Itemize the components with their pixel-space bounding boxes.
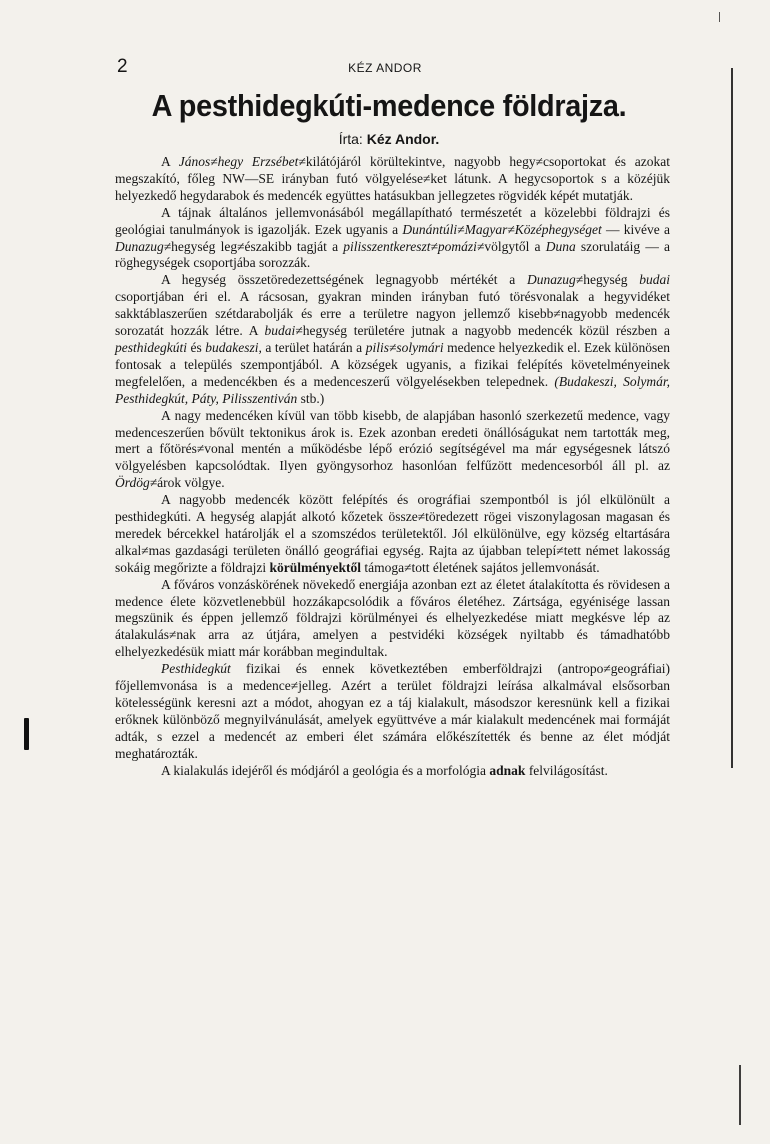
paragraph-3 (115, 272, 670, 407)
article-title: A pesthidegkúti-medence földrajza. (151, 88, 627, 123)
text-run: János≠hegy (178, 154, 244, 169)
paragraph-6 (115, 577, 670, 662)
text-run: a terület határán a (261, 339, 366, 355)
text-run: Erzsébet≠ (251, 154, 306, 169)
text-run: A nagyobb medencék között felépítés és orográfiai szempontból is jól elkülönült a pesthidegkúti. A hegység alapját alkotó kőzetek össze≠töredezett rögei viszonylagosan magasan és meredek bércekkel határolják el a szomszédos területektől. Jól elkülönülve, egy község eltartására alkal≠mas gazdasági területen önálló geográfiai egység. Rajta az újabban telepí≠tett német lakosság sokáig megőrizte a földrajzi (115, 492, 670, 575)
text-run: A nagy medencéken kívül van több kisebb, de alapjában hasonló szerkezetű medence, vagy medenceszerűen bővült tektonikus árok is. Ezek azonban eredeti önállóságukat nem tartották meg, mert a főtörés≠vonal mentén a működésbe lépő erózió segítségével ma már egységesnek látszó völgyelésben kapcsolódtak. Ilyen gyöngysorhoz hasonlóan felfűzött medencesorból áll pl. az (115, 407, 670, 474)
byline (110, 131, 668, 147)
paragraph-5 (115, 492, 670, 577)
text-run: csoportjában éri el. A rácsosan, gyakran minden irányban futó törésvonalak a hegyvidéket sakktáblaszerűen szétdarabolják és erre a területre nagyon jellemző kisebb≠nagyobb medencék sorozatát hozzák létre. A (115, 289, 670, 339)
text-run: völgytől a (484, 238, 546, 254)
text-run: (Budakeszi, Solymár, Pesthidegkút, Páty, Pilisszentiván (115, 373, 671, 406)
text-run: hegység területére jutnak a nagyobb medencék közül részben a (302, 323, 671, 339)
text-run: támoga≠tott életének sajátos jellemvonását. (360, 559, 600, 575)
paragraph-2 (115, 205, 670, 273)
text-run: pilis≠solymári (365, 339, 444, 355)
text-run: szorulatáig — a röghegységek csoportjába sorozzák. (115, 238, 670, 271)
byline-author: Kéz Andor. (366, 131, 440, 147)
text-run: felvilágosítást. (525, 762, 608, 778)
paragraph-7 (115, 661, 670, 762)
text-run: és (186, 339, 206, 355)
text-run: A (161, 154, 179, 169)
text-run: budakeszi, (205, 339, 262, 355)
scan-edge-line-lower (739, 1065, 741, 1125)
text-run: adnak (489, 762, 526, 778)
page-number: 2 (117, 56, 128, 77)
text-run: budai≠ (264, 323, 303, 339)
text-run: Dunazug≠ (527, 272, 584, 288)
text-run: hegység (583, 272, 640, 288)
text-run: A főváros vonzáskörének növekedő energiája azonban ezt az életet átalakította és rövidesen a medence élete közvetlenebbül hozzákapcsolódik a főváros életéhez. Zártsága, egyénisége lassan megszünik és éppen jellemző földrajzi körülményei és elhelyezkedése miatt megkésve lép az átalakulás≠nak arra az útjára, amelyen a pestvidéki községek nyiltabb és támadhatóbb elhelyezkedésük miatt már korábban megindultak. (115, 576, 670, 660)
text-run: Duna (545, 238, 576, 254)
byline-prefix: Írta: (338, 131, 367, 147)
text-run: A hegység összetöredezettségének legnagyobb mértékét a (161, 272, 528, 288)
text-run: Ördög≠ (115, 475, 158, 491)
text-run: Dunántúli≠Magyar≠Középhegységet (402, 221, 602, 237)
text-run: hegység leg≠északibb tagját a (171, 238, 344, 254)
text-run: A tájnak általános jellemvonásából megállapítható természetét a közelebbi földrajzi és geológiai tanulmányok is igazolják. Ezek ugyanis a (115, 204, 670, 237)
paragraph-4 (115, 408, 670, 493)
running-head: KÉZ ANDOR (348, 61, 422, 75)
scan-mark-left (24, 718, 29, 750)
text-run: medence helyezkedik el. Ezek különösen fontosak a település szempontjából. A községek ugyanis, a fizikai felépítés követelményeinek megfelelően, a medencékben és a medenceszerű völgyelésekben telepednek. (115, 339, 670, 389)
text-run (243, 154, 252, 169)
text-run: körülményektől (269, 559, 361, 575)
scan-edge-line (731, 68, 733, 768)
scan-mark-small (719, 12, 720, 22)
text-run: budai (639, 272, 670, 288)
text-run: Dunazug≠ (115, 238, 172, 254)
text-run: kilátójáról körültekintve, nagyobb hegy≠csoportokat és azokat megszakító, főleg NW—SE irányban futó völgyelése≠ket látunk. A hegycsoportok s a közéjük helyezkedő hegydarabok és medencék együttes hatásukban jellegzetes rögvidék képét mutatják. (115, 154, 670, 203)
text-run: pilisszentkereszt≠pomázi≠ (343, 238, 485, 254)
text-run: stb.) (297, 390, 325, 406)
paragraph-8 (115, 763, 670, 780)
article-body (115, 154, 670, 780)
text-run: — kivéve a (601, 221, 670, 237)
text-run: árok völgye. (157, 475, 225, 491)
paragraph-1 (115, 154, 670, 205)
text-run: fizikai és ennek következtében emberföldrajzi (antropo≠geográfiai) főjellemvonása is a medence≠jelleg. Azért a terület földrajzi leírása alkalmával elsősorban kötelességünk keresni azt a módot, ahogyan ez a táj kialakult, másodszor keresnünk kell a fizikai erőknek különböző megnyilvánulását, amelyek együttvéve a már kialakult medencének mai formáját adták, s ezzel a medencét az emberi élet számára előkészítették és benne az élet módját meghatározták. (115, 661, 670, 761)
text-run: pesthidegkúti (115, 339, 187, 355)
text-run: A kialakulás idejéről és módjáról a geológia és a morfológia (161, 762, 490, 778)
text-run: Pesthidegkút (161, 661, 231, 677)
